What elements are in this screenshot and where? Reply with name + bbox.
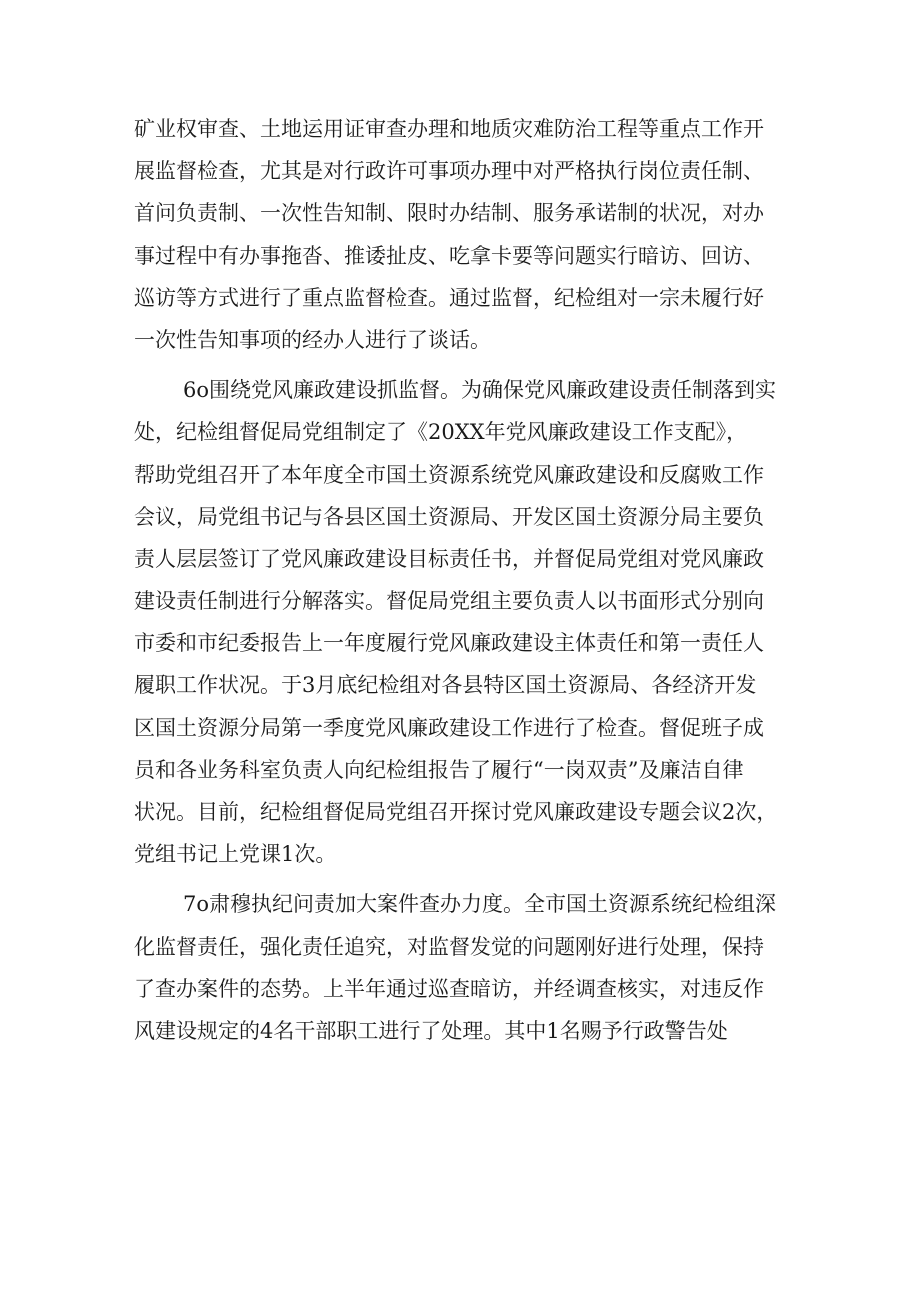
text-line: 事过程中有办事拖沓、推诿扯皮、吃拿卡要等问题实行暗访、回访、	[134, 243, 764, 268]
paragraph-1	[134, 108, 794, 361]
text-line: 风建设规定的4名干部职工进行了处理。其中1名赐予行政警告处	[134, 1018, 728, 1043]
text-line: 一次性告知事项的经办人进行了谈话。	[134, 327, 491, 352]
text-line: 处，纪检组督促局党组制定了《20XX年党风廉政建设工作支配》，	[134, 420, 748, 445]
text-line: 巡访等方式进行了重点监督检查。通过监督，纪检组对一宗未履行好	[134, 285, 764, 310]
text-line: 状况。目前，纪检组督促局党组召开探讨党风廉政建设专题会议2次，	[134, 800, 778, 824]
paragraph-spacer	[134, 875, 794, 883]
text-line: 化监督责任，强化责任追究，对监督发觉的问题刚好进行处理，保持	[134, 934, 764, 959]
paragraph-2	[134, 369, 794, 875]
text-line: 履职工作状况。于3月底纪检组对各县特区国土资源局、各经济开发	[134, 673, 757, 698]
text-line: 了查办案件的态势。上半年通过巡查暗访，并经调查核实，对违反作	[134, 976, 764, 1001]
text-line: 展监督检查，尤其是对行政许可事项办理中对严格执行岗位责任制、	[134, 159, 764, 184]
text-line: 6o围绕党风廉政建设抓监督。为确保党风廉政建设责任制落到实	[183, 378, 777, 403]
text-line: 员和各业务科室负责人向纪检组报告了履行“一岗双责”及廉洁自律	[134, 757, 744, 782]
text-line: 7o肃穆执纪问责加大案件查办力度。全市国土资源系统纪检组深	[183, 892, 777, 917]
text-line: 首问负责制、一次性告知制、限时办结制、服务承诺制的状况，对办	[134, 201, 764, 226]
text-line: 区国土资源分局第一季度党风廉政建设工作进行了检查。督促班子成	[134, 715, 764, 740]
text-line: 建设责任制进行分解落实。督促局党组主要负责人以书面形式分别向	[134, 589, 764, 614]
text-line: 矿业权审查、土地运用证审查办理和地质灾难防治工程等重点工作开	[134, 117, 764, 141]
text-line: 会议，局党组书记与各县区国土资源局、开发区国土资源分局主要负	[134, 504, 764, 529]
document-body	[134, 108, 794, 1052]
paragraph-spacer	[134, 361, 794, 369]
text-line: 党组书记上党课1次。	[134, 842, 337, 867]
text-line: 帮助党组召开了本年度全市国土资源系统党风廉政建设和反腐败工作	[134, 462, 764, 487]
text-line: 市委和市纪委报告上一年度履行党风廉政建设主体责任和第一责任人	[134, 631, 764, 656]
text-line: 责人层层签订了党风廉政建设目标责任书，并督促局党组对党风廉政	[134, 546, 764, 571]
paragraph-3	[134, 883, 794, 1052]
